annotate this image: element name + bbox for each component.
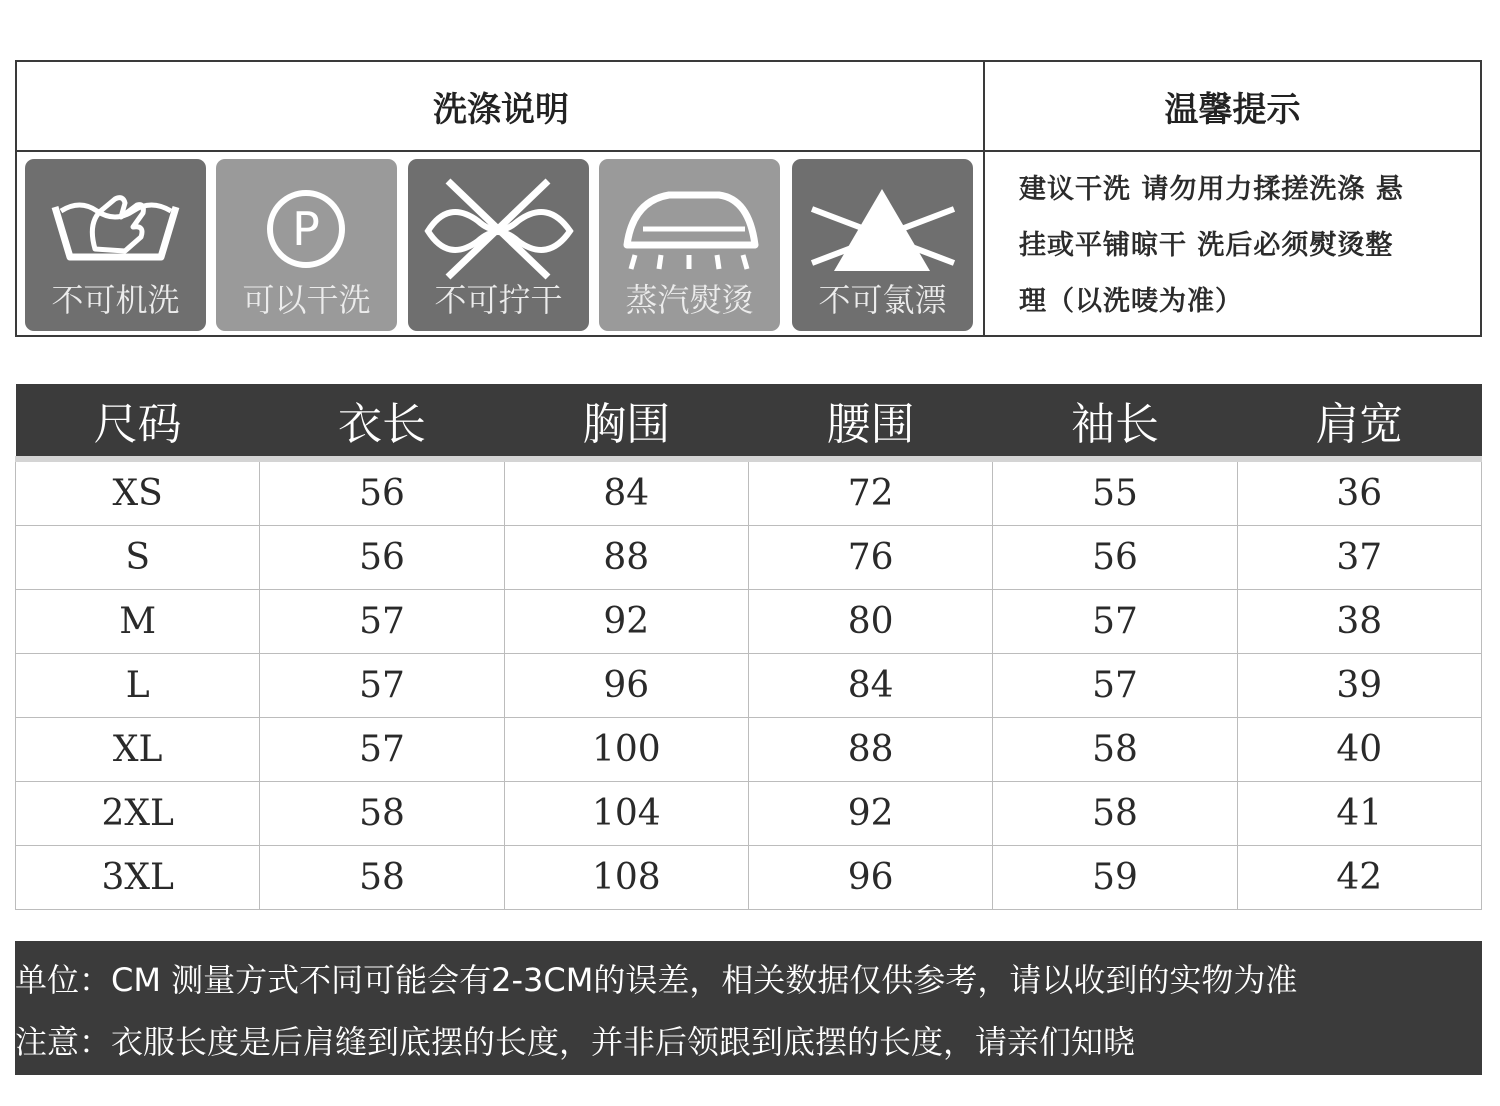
steam-iron-icon	[599, 159, 780, 289]
cell-size: 2XL	[16, 782, 260, 846]
table-row	[16, 782, 1482, 846]
cell-shoulder: 40	[1237, 718, 1481, 782]
tips-title: 温馨提示	[985, 62, 1480, 152]
table-row	[16, 459, 1482, 526]
cell-chest: 92	[504, 590, 748, 654]
cell-length: 56	[260, 459, 504, 526]
table-row	[16, 526, 1482, 590]
no-bleach-icon	[792, 159, 973, 289]
icon-label: 蒸汽熨烫	[625, 281, 754, 319]
header-chest: 胸围	[504, 384, 748, 459]
cell-shoulder: 36	[1237, 459, 1481, 526]
table-header-row	[16, 384, 1482, 459]
note-attention-line: 注意：衣服长度是后肩缝到底摆的长度，并非后领跟到底摆的长度，请亲们知晓	[15, 1023, 1136, 1061]
cell-waist: 92	[748, 782, 992, 846]
cell-length: 58	[260, 782, 504, 846]
cell-waist: 76	[748, 526, 992, 590]
cell-chest: 84	[504, 459, 748, 526]
cell-size: 3XL	[16, 846, 260, 910]
icon-label: 可以干洗	[242, 281, 371, 319]
cell-size: L	[16, 654, 260, 718]
cell-chest: 100	[504, 718, 748, 782]
cell-chest: 108	[504, 846, 748, 910]
table-row	[16, 654, 1482, 718]
cell-length: 56	[260, 526, 504, 590]
care-icon-tile	[792, 159, 973, 331]
tips-text	[1019, 162, 1477, 330]
tips-line: 挂或平铺晾干 洗后必须熨烫整	[1019, 230, 1394, 261]
cell-size: XS	[16, 459, 260, 526]
icon-label: 不可氯漂	[818, 281, 947, 319]
cell-chest: 88	[504, 526, 748, 590]
cell-sleeve: 55	[993, 459, 1237, 526]
cell-shoulder: 38	[1237, 590, 1481, 654]
cell-length: 58	[260, 846, 504, 910]
cell-chest: 104	[504, 782, 748, 846]
icon-label: 不可拧干	[434, 281, 563, 319]
cell-waist: 72	[748, 459, 992, 526]
cell-length: 57	[260, 654, 504, 718]
cell-sleeve: 57	[993, 654, 1237, 718]
care-icon-tile	[599, 159, 780, 331]
cell-length: 57	[260, 718, 504, 782]
cell-waist: 96	[748, 846, 992, 910]
cell-sleeve: 57	[993, 590, 1237, 654]
cell-sleeve: 58	[993, 718, 1237, 782]
measurement-note	[15, 941, 1482, 1075]
cell-size: XL	[16, 718, 260, 782]
cell-shoulder: 37	[1237, 526, 1481, 590]
cell-size: M	[16, 590, 260, 654]
care-icon-tile	[25, 159, 206, 331]
wash-instructions-title: 洗涤说明	[17, 62, 985, 152]
no-machine-wash-icon	[25, 159, 206, 289]
no-wring-icon	[408, 159, 589, 289]
header-size: 尺码	[16, 384, 260, 459]
tips-line: 理（以洗唛为准）	[1019, 286, 1243, 317]
header-shoulder: 肩宽	[1237, 384, 1481, 459]
icon-label: 不可机洗	[51, 281, 180, 319]
size-table	[15, 384, 1482, 910]
care-divider	[983, 62, 985, 335]
dry-clean-p-icon	[216, 159, 397, 289]
care-icon-tile	[408, 159, 589, 331]
cell-shoulder: 39	[1237, 654, 1481, 718]
header-waist: 腰围	[748, 384, 992, 459]
cell-size: S	[16, 526, 260, 590]
header-sleeve: 袖长	[993, 384, 1237, 459]
cell-waist: 88	[748, 718, 992, 782]
cell-sleeve: 56	[993, 526, 1237, 590]
tips-line: 建议干洗 请勿用力揉搓洗涤 悬	[1019, 174, 1404, 205]
care-instructions-panel	[15, 60, 1482, 337]
cell-sleeve: 59	[993, 846, 1237, 910]
care-icons	[25, 159, 977, 331]
note-unit-line: 单位：CM 测量方式不同可能会有2-3CM的误差，相关数据仅供参考，请以收到的实物为准	[15, 961, 1298, 999]
header-length: 衣长	[260, 384, 504, 459]
table-row	[16, 590, 1482, 654]
svg-text:P: P	[292, 202, 320, 256]
cell-shoulder: 41	[1237, 782, 1481, 846]
table-row	[16, 846, 1482, 910]
cell-sleeve: 58	[993, 782, 1237, 846]
cell-chest: 96	[504, 654, 748, 718]
cell-length: 57	[260, 590, 504, 654]
table-row	[16, 718, 1482, 782]
cell-shoulder: 42	[1237, 846, 1481, 910]
cell-waist: 80	[748, 590, 992, 654]
cell-waist: 84	[748, 654, 992, 718]
care-icon-tile	[216, 159, 397, 331]
